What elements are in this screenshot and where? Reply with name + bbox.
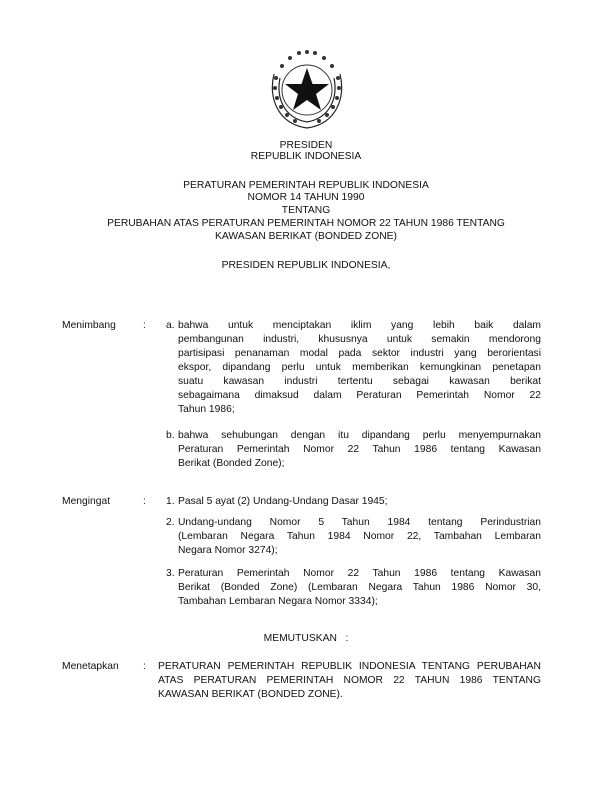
item-line: Tambahan Lembaran Negara Nomor 3334); (178, 596, 378, 607)
item-marker: 3. (166, 568, 175, 579)
title-line: TENTANG (281, 205, 331, 216)
item-line: (Lembaran Negara Tahun 1984 Nomor 22, Tambahan Lembaran (178, 531, 541, 542)
item-line: Pasal 5 ayat (2) Undang-Undang Dasar 1945; (178, 496, 388, 507)
menimbang-colon: : (143, 320, 146, 331)
item-line: Negara Nomor 3274); (178, 545, 278, 556)
menetapkan-label: Menetapkan (62, 661, 119, 672)
item-line: pembangunan industri, khususnya untuk semakin mendorong (178, 334, 541, 345)
item-line: Undang-undang Nomor 5 Tahun 1984 tentang Perindustrian (178, 517, 541, 528)
item-line: Tahun 1986; (178, 404, 235, 415)
item-line: sebagaimana dimaksud dalam Peraturan Pemerintah Nomor 22 (178, 390, 541, 401)
menetapkan-line: KAWASAN BERIKAT (BONDED ZONE). (158, 689, 343, 700)
item-line: bahwa untuk menciptakan iklim yang lebih baik dalam (178, 320, 541, 331)
item-marker: b. (166, 430, 175, 441)
header-republic: REPUBLIK INDONESIA (250, 151, 362, 162)
header-president: PRESIDEN (279, 140, 333, 151)
title-line: KAWASAN BERIKAT (BONDED ZONE) (215, 231, 397, 242)
opening-line: PRESIDEN REPUBLIK INDONESIA, (221, 260, 391, 271)
item-marker: 2. (166, 517, 175, 528)
item-line: partisipasi penanaman modal pada sektor industri yang berorientasi (178, 348, 541, 359)
item-line: ekspor, dipandang perlu untuk memberikan kemungkinan penetapan (178, 362, 541, 373)
mengingat-colon: : (143, 496, 146, 507)
presidential-emblem-icon (266, 48, 348, 132)
memutuskan-heading: MEMUTUSKAN : (263, 633, 349, 644)
item-line: Berikat (Bonded Zone); (178, 458, 285, 469)
item-marker: 1. (166, 496, 175, 507)
item-line: suatu kawasan industri tertentu sebagai kawasan berikat (178, 376, 541, 387)
item-line: Peraturan Pemerintah Nomor 22 Tahun 1986 tentang Kawasan (178, 444, 541, 455)
menetapkan-line: PERATURAN PEMERINTAH REPUBLIK INDONESIA TENTANG PERUBAHAN (158, 661, 541, 672)
item-marker: a. (166, 320, 175, 331)
title-line: PERATURAN PEMERINTAH REPUBLIK INDONESIA (183, 180, 429, 191)
menetapkan-colon: : (143, 661, 146, 672)
item-line: Berikat (Bonded Zone) (Lembaran Negara Tahun 1986 Nomor 30, (178, 582, 541, 593)
mengingat-label: Mengingat (62, 496, 111, 507)
title-line: PERUBAHAN ATAS PERATURAN PEMERINTAH NOMOR 22 TAHUN 1986 TENTANG (107, 218, 505, 229)
menetapkan-line: ATAS PERATURAN PEMERINTAH NOMOR 22 TAHUN 1986 TENTANG (158, 675, 541, 686)
item-line: bahwa sehubungan dengan itu dipandang perlu menyempurnakan (178, 430, 541, 441)
item-line: Peraturan Pemerintah Nomor 22 Tahun 1986 tentang Kawasan (178, 568, 541, 579)
menimbang-label: Menimbang (62, 320, 116, 331)
title-line: NOMOR 14 TAHUN 1990 (247, 192, 365, 203)
